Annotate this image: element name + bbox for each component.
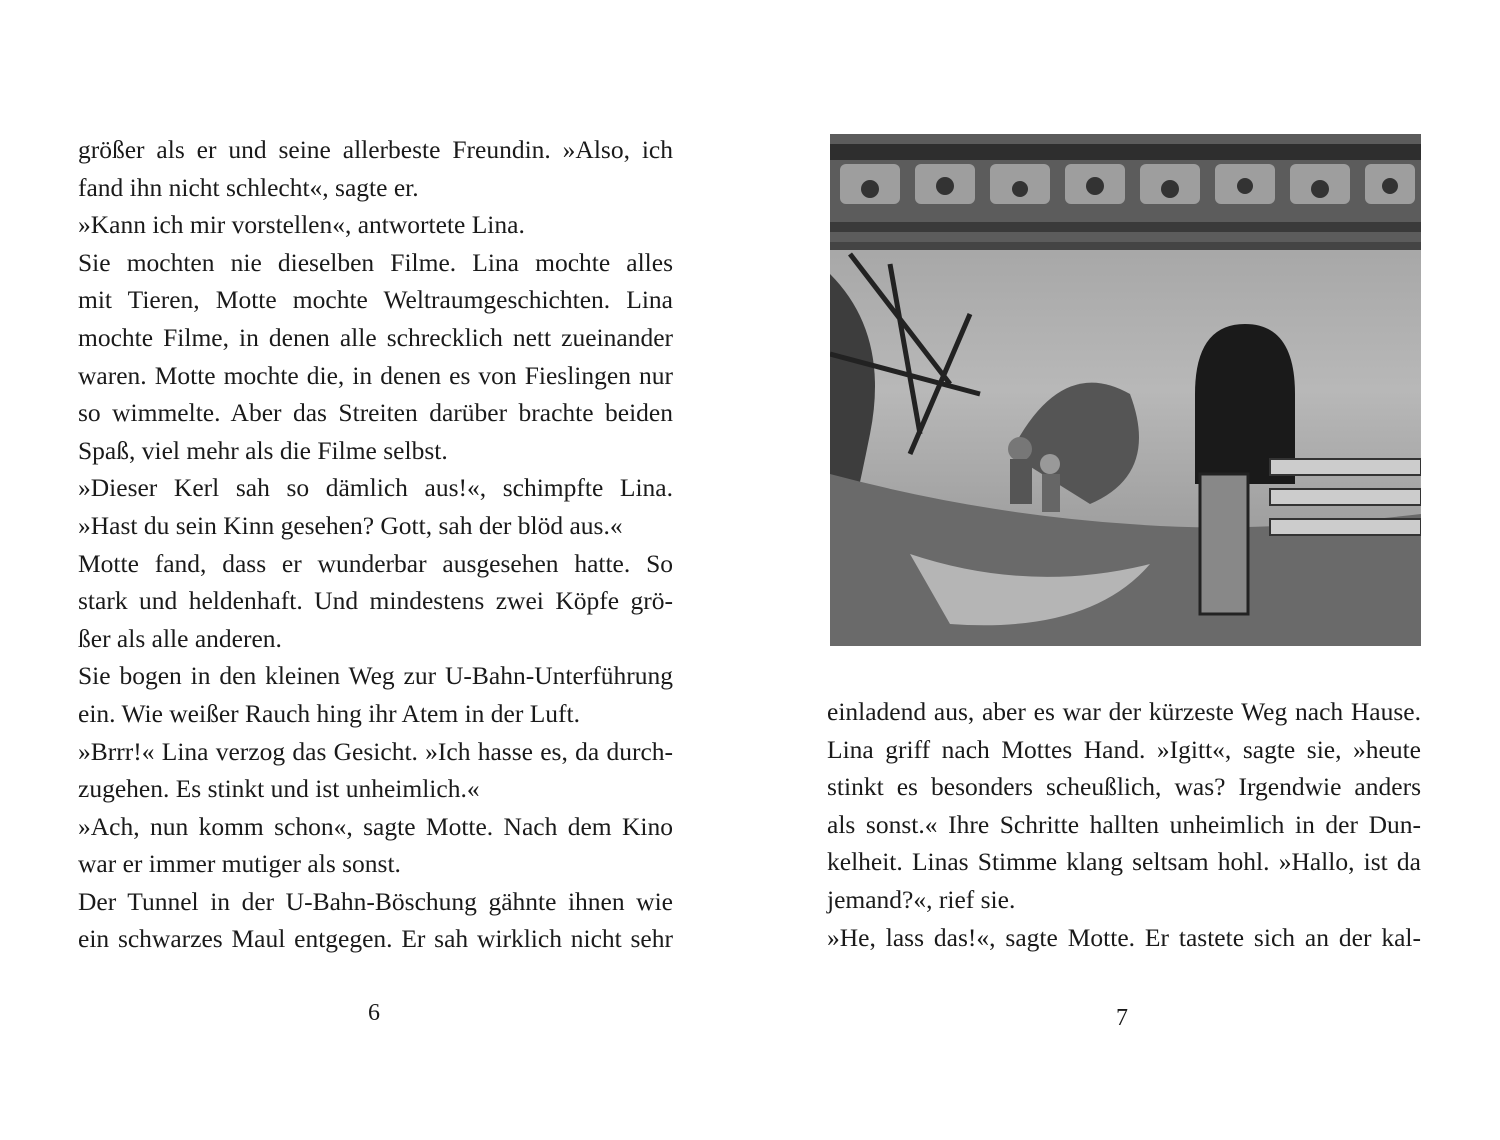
text-line: ein schwarzes Maul entgegen. Er sah wirklich nicht sehr bbox=[78, 924, 673, 954]
text-line: waren. Motte mochte die, in denen es von Fieslingen nur bbox=[78, 360, 673, 390]
text-line: mit Tieren, Motte mochte Weltraumgeschichten. Lina bbox=[78, 285, 673, 315]
text-line: so wimmelte. Aber das Streiten darüber brachte beiden bbox=[78, 398, 673, 428]
text-line: »Kann ich mir vorstellen«, antwortete Lina. bbox=[78, 210, 525, 240]
text-line: einladend aus, aber es war der kürzeste Weg nach Hause. bbox=[827, 697, 1421, 726]
text-line: größer als er und seine allerbeste Freundin. »Also, ich bbox=[78, 135, 673, 164]
left-page-text bbox=[78, 131, 673, 958]
text-line: stinkt es besonders scheußlich, was? Irgendwie anders bbox=[827, 772, 1421, 802]
text-line: Spaß, viel mehr als die Filme selbst. bbox=[78, 435, 448, 465]
text-line: kelheit. Linas Stimme klang seltsam hohl. »Hallo, ist da bbox=[827, 847, 1421, 877]
text-line: Sie mochten nie dieselben Filme. Lina mochte alles bbox=[78, 247, 673, 277]
text-line: Sie bogen in den kleinen Weg zur U-Bahn-Unterführung bbox=[78, 661, 673, 691]
text-line: »Dieser Kerl sah so dämlich aus!«, schimpfte Lina. bbox=[78, 473, 673, 503]
text-line: zugehen. Es stinkt und ist unheimlich.« bbox=[78, 774, 480, 804]
text-line: »He, lass das!«, sagte Motte. Er tastete sich an der kal- bbox=[827, 922, 1421, 952]
tunnel-illustration bbox=[830, 134, 1421, 646]
text-line: als sonst.« Ihre Schritte hallten unheimlich in der Dun- bbox=[827, 809, 1421, 839]
page-number-left: 6 bbox=[368, 1000, 380, 1026]
text-line: stark und heldenhaft. Und mindestens zwei Köpfe grö- bbox=[78, 586, 673, 616]
text-line: Motte fand, dass er wunderbar ausgesehen hatte. So bbox=[78, 548, 673, 578]
text-line: Der Tunnel in der U-Bahn-Böschung gähnte ihnen wie bbox=[78, 886, 673, 916]
text-line: fand ihn nicht schlecht«, sagte er. bbox=[78, 172, 419, 202]
text-line: jemand?«, rief sie. bbox=[827, 884, 1016, 914]
text-line: mochte Filme, in denen alle schrecklich nett zueinander bbox=[78, 322, 673, 352]
text-line: »Hast du sein Kinn gesehen? Gott, sah der blöd aus.« bbox=[78, 510, 623, 540]
page-number-right: 7 bbox=[1116, 1005, 1128, 1031]
right-page-text bbox=[827, 693, 1421, 956]
text-line: »Brrr!« Lina verzog das Gesicht. »Ich hasse es, da durch- bbox=[78, 736, 673, 766]
text-line: ßer als alle anderen. bbox=[78, 623, 282, 653]
text-line: Lina griff nach Mottes Hand. »Igitt«, sagte sie, »heute bbox=[827, 734, 1421, 764]
text-line: ein. Wie weißer Rauch hing ihr Atem in der Luft. bbox=[78, 698, 580, 728]
text-line: »Ach, nun komm schon«, sagte Motte. Nach dem Kino bbox=[78, 811, 673, 841]
text-line: war er immer mutiger als sonst. bbox=[78, 849, 401, 879]
